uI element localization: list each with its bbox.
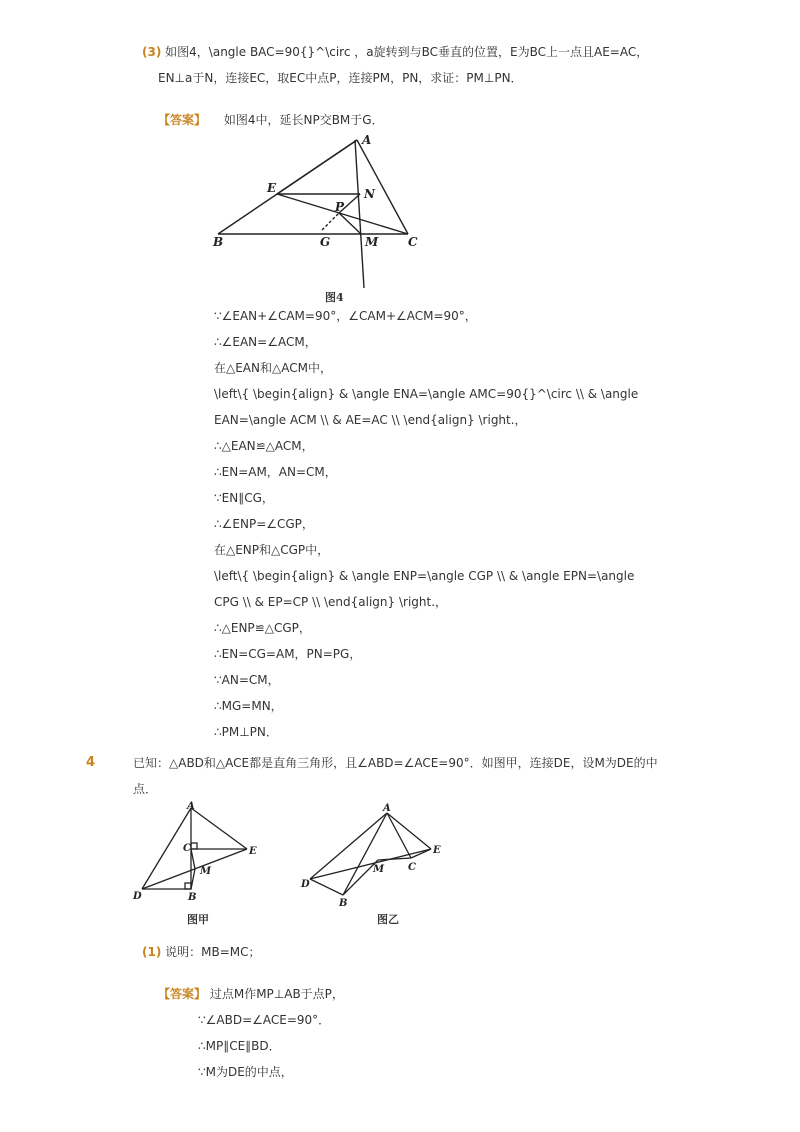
- answer3-line-3: 在△EAN和△ACM中，: [214, 361, 332, 375]
- answer4-line-3: ∴MP∥CE∥BD．: [198, 1039, 281, 1053]
- answer4-header: [158, 986, 344, 1002]
- q4-number: 4: [86, 755, 96, 770]
- answer4-tag: 【答案】: [158, 987, 207, 1001]
- answer3-line-14: ∴EN=CG=AM，PN=PG，: [214, 647, 362, 661]
- fig4-label-c: C: [408, 235, 418, 249]
- answer4-line-1: 过点M作MP⊥AB于点P，: [209, 987, 344, 1001]
- answer4-line-2: ∵∠ABD=∠ACE=90°．: [198, 1013, 331, 1027]
- fig-yi-label-b: B: [339, 898, 348, 908]
- q4-1-line: [142, 944, 261, 960]
- fig-jia-label-c: C: [183, 843, 191, 854]
- fig4-label-p: P: [335, 200, 345, 214]
- answer3-line-17: ∴PM⊥PN．: [214, 725, 278, 739]
- figure-jia-caption: 图甲: [187, 913, 209, 926]
- answer3-line-4: \left\{ \begin{align} & \angle ENA=\angle AMC=90{}^\circ \\ & \angle: [214, 387, 639, 401]
- answer3-line-1: ∵∠EAN+∠CAM=90°，∠CAM+∠ACM=90°，: [214, 309, 477, 323]
- fig-jia-label-e: E: [249, 846, 257, 857]
- fig4-label-n: N: [364, 187, 375, 201]
- fig-jia-label-a: A: [187, 801, 195, 812]
- figure-yi-diagram: [298, 800, 448, 908]
- answer3-line-13: ∴△ENP≌△CGP，: [214, 621, 311, 635]
- answer3-line-8: ∵EN∥CG，: [214, 491, 274, 505]
- q3-text-line2: EN⊥a于N，连接EC，取EC中点P，连接PM，PN，求证：PM⊥PN．: [158, 71, 523, 85]
- fig-yi-label-d: D: [301, 879, 310, 890]
- answer3-line-2: ∴∠EAN=∠ACM，: [214, 335, 317, 349]
- answer3-line-6: ∴△EAN≌△ACM，: [214, 439, 314, 453]
- answer3-line-9: ∴∠ENP=∠CGP，: [214, 517, 314, 531]
- answer4-line-4: ∵M为DE的中点，: [198, 1065, 293, 1079]
- answer3-line-5: EAN=\angle ACM \\ & AE=AC \\ \end{align} \right.，: [214, 413, 527, 427]
- answer3-header: [158, 112, 384, 128]
- q3-number: (3): [142, 45, 162, 59]
- fig-yi-label-e: E: [433, 845, 441, 856]
- fig-yi-label-m: M: [373, 864, 385, 875]
- q4-1-number: (1): [142, 945, 162, 959]
- fig-yi-label-c: C: [408, 862, 416, 873]
- answer3-line-7: ∴EN=AM，AN=CM，: [214, 465, 337, 479]
- figure-yi-caption: 图乙: [377, 913, 399, 926]
- fig-jia-label-d: D: [133, 891, 142, 902]
- q3-text-line1: 如图4，\angle BAC=90{}^\circ ，a旋转到与BC垂直的位置，E为BC上一点且AE=AC，: [165, 45, 649, 59]
- answer3-intro: 如图4中，延长NP交BM于G．: [223, 113, 384, 127]
- fig4-label-a: A: [362, 133, 372, 147]
- q4-text-line1: 已知：△ABD和△ACE都是直角三角形，且∠ABD=∠ACE=90°．如图甲，连接DE，设M为DE的中: [133, 756, 658, 770]
- fig4-label-g: G: [320, 235, 331, 249]
- fig-jia-label-m: M: [200, 866, 212, 877]
- fig4-label-m: M: [365, 235, 379, 249]
- answer3-tag: 【答案】: [158, 113, 207, 127]
- figure-jia-diagram: [128, 800, 268, 908]
- fig-jia-label-b: B: [188, 892, 197, 903]
- fig-yi-label-a: A: [383, 803, 391, 814]
- answer3-line-16: ∴MG=MN，: [214, 699, 283, 713]
- figure4-diagram: [205, 128, 430, 313]
- answer3-line-11: \left\{ \begin{align} & \angle ENP=\angle CGP \\ & \angle EPN=\angle: [214, 569, 635, 583]
- answer3-line-15: ∵AN=CM，: [214, 673, 280, 687]
- answer3-line-12: CPG \\ & EP=CP \\ \end{align} \right.，: [214, 595, 448, 609]
- answer3-line-10: 在△ENP和△CGP中，: [214, 543, 330, 557]
- q4-text-line2: 点．: [133, 782, 158, 796]
- q4-1-text: 说明：MB=MC；: [165, 945, 261, 959]
- q3-line1: [142, 44, 648, 60]
- fig4-label-b: B: [213, 235, 224, 249]
- fig4-label-e: E: [267, 181, 277, 195]
- figure4-caption: 图4: [325, 291, 344, 304]
